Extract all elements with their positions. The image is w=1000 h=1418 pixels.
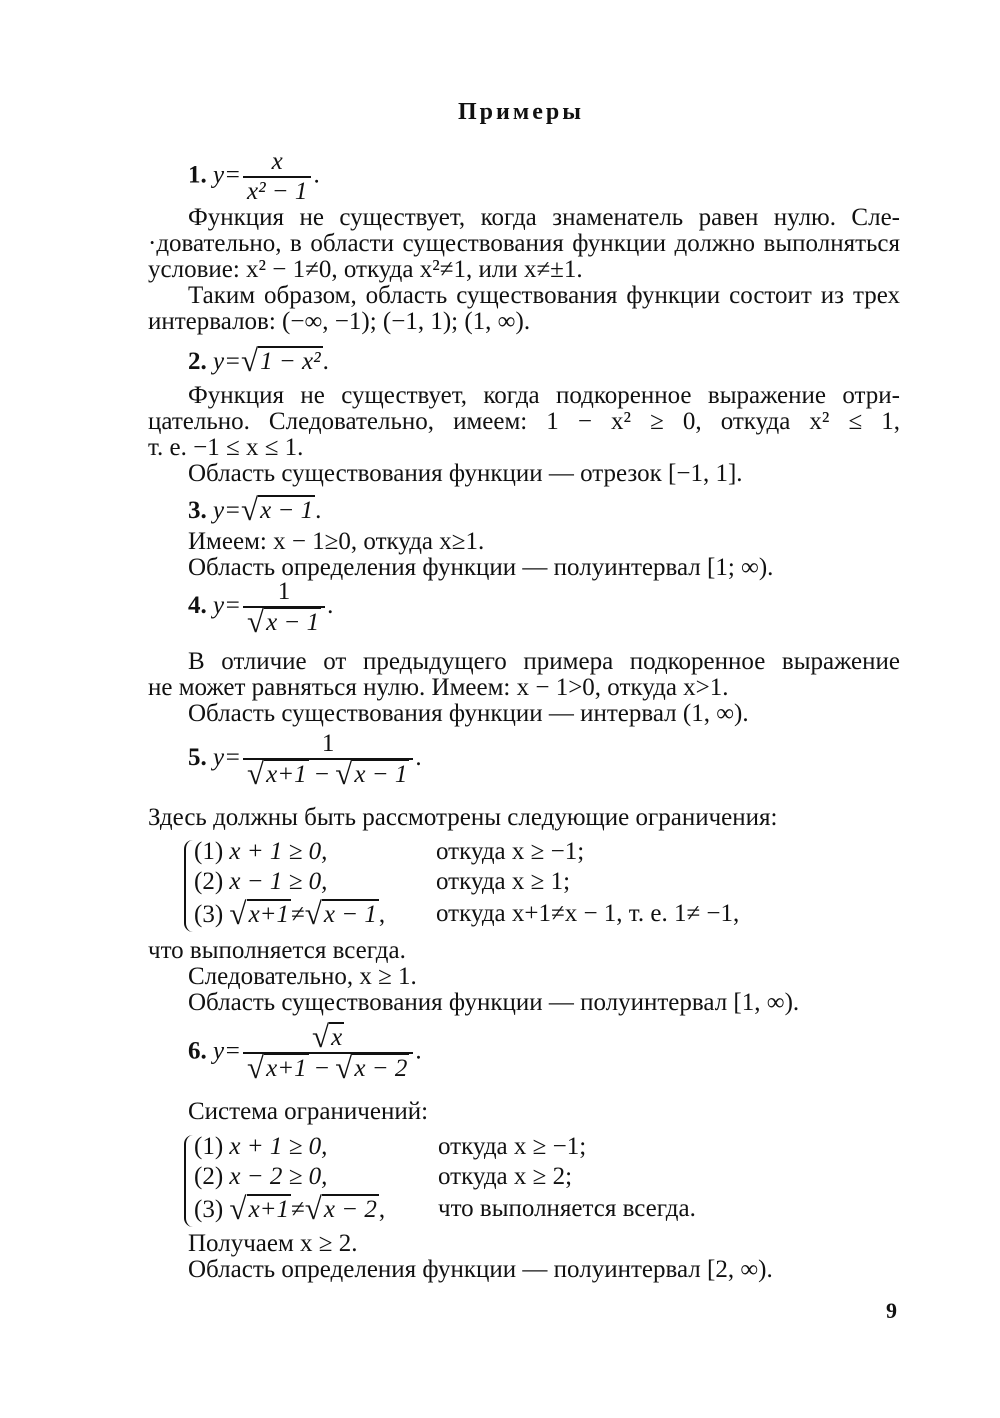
ex6-constraint-system bbox=[184, 1133, 884, 1229]
example-3-formula bbox=[188, 492, 321, 528]
square-root bbox=[304, 896, 379, 931]
ex1-text-line-1: Функция не существует, когда знаменатель равен нулю. Сле- bbox=[188, 204, 900, 231]
not-equal-sign: ≠ bbox=[291, 1196, 305, 1223]
example-1-formula: 1. y= $\frac{x}{\text{x² − 1}}$ . bbox=[188, 148, 320, 205]
radicand: x − 2 bbox=[323, 1196, 377, 1223]
comma: , bbox=[378, 901, 386, 928]
ex4-text-line-3: Область существования функции — интервал (1, ∞). bbox=[188, 700, 749, 727]
constraint-1 bbox=[194, 1133, 327, 1161]
constraint-3-result: откуда x+1≠x − 1, т. е. 1≠ −1, bbox=[436, 900, 740, 927]
constraint-label: (1) bbox=[194, 1133, 224, 1160]
example-number: 4. bbox=[188, 592, 207, 620]
page-number: 9 bbox=[886, 1298, 897, 1323]
constraint-label: (3) bbox=[194, 901, 224, 928]
radical-sign: √ bbox=[335, 756, 353, 791]
numerator: 1 bbox=[321, 730, 335, 757]
radicand: x+1 bbox=[266, 1055, 307, 1082]
formula-lhs: y= bbox=[213, 744, 241, 772]
example-number: 5. bbox=[188, 744, 207, 772]
radical-sign: √ bbox=[246, 756, 265, 791]
square-root bbox=[246, 756, 309, 791]
formula-lhs: y= bbox=[213, 161, 241, 189]
formula-lhs: y= bbox=[213, 348, 241, 375]
square-root bbox=[229, 896, 291, 931]
ex1-text-line-3: условие: x² − 1≠0, откуда x²≠1, или x≠±1. bbox=[148, 256, 583, 283]
example-6-formula bbox=[188, 1019, 422, 1085]
radical-sign: √ bbox=[246, 1050, 265, 1085]
denominator bbox=[243, 606, 325, 637]
constraint-2-result: откуда x ≥ 1; bbox=[436, 868, 571, 895]
ex3-text-line-1: Имеем: x − 1≥0, откуда x≥1. bbox=[188, 528, 485, 555]
ex5-conclusion: Область существования функции — полуинтервал [1, ∞). bbox=[188, 989, 800, 1016]
constraint-label: (2) bbox=[194, 868, 224, 895]
ex5-intro: Здесь должны быть рассмотрены следующие ограничения: bbox=[148, 804, 778, 831]
system-brace bbox=[184, 1135, 193, 1227]
ex6-intro: Система ограничений: bbox=[188, 1098, 429, 1125]
system-brace bbox=[184, 840, 193, 932]
constraint-3-result: что выполняется всегда. bbox=[438, 1195, 696, 1222]
radicand: x+1 bbox=[266, 761, 307, 788]
constraint-expr: x − 1 ≥ 0, bbox=[229, 868, 328, 895]
constraint-1-result: откуда x ≥ −1; bbox=[438, 1133, 587, 1160]
ex1-text-line-5: интервалов: (−∞, −1); (−1, 1); (1, ∞). bbox=[148, 308, 531, 335]
formula-tail: . bbox=[415, 1037, 422, 1065]
formula-lhs: y= bbox=[213, 1037, 241, 1065]
denominator bbox=[243, 1052, 413, 1083]
radical-sign: √ bbox=[240, 492, 259, 527]
radical-sign: √ bbox=[304, 896, 322, 931]
fraction bbox=[243, 730, 413, 789]
numerator: 1 bbox=[277, 578, 291, 605]
square-root bbox=[229, 1191, 291, 1226]
square-root bbox=[304, 1191, 379, 1226]
example-number: 6. bbox=[188, 1037, 207, 1065]
minus-sign: − bbox=[314, 1055, 329, 1082]
square-root bbox=[335, 1050, 409, 1085]
ex5-constraint-system bbox=[184, 838, 884, 934]
radical-sign: √ bbox=[229, 896, 247, 931]
radical-sign: √ bbox=[246, 604, 265, 639]
ex3-text-line-2: Область определения функции — полуинтервал [1; ∞). bbox=[188, 554, 774, 581]
example-5-formula bbox=[188, 730, 422, 789]
radical-sign: √ bbox=[312, 1019, 330, 1054]
numerator bbox=[243, 1019, 413, 1054]
square-root bbox=[335, 756, 409, 791]
ex1-text-line-4: Таким образом, область существования функции состоит из трех bbox=[188, 282, 900, 309]
ex5-after: что выполняется всегда. bbox=[148, 937, 406, 964]
square-root bbox=[246, 1050, 309, 1085]
radicand: x − 1 bbox=[260, 497, 314, 524]
radical-sign: √ bbox=[229, 1191, 247, 1226]
radicand: x bbox=[331, 1024, 343, 1051]
formula-tail: . bbox=[415, 744, 422, 772]
radicand: x+1 bbox=[248, 901, 290, 928]
minus-sign: − bbox=[314, 761, 329, 788]
constraint-2 bbox=[194, 868, 327, 896]
square-root bbox=[241, 343, 323, 379]
formula-tail: . bbox=[315, 497, 322, 524]
fraction bbox=[243, 148, 311, 206]
constraint-expr: x + 1 ≥ 0, bbox=[229, 838, 328, 865]
ex4-text-line-2: не может равняться нулю. Имеем: x − 1>0, откуда x>1. bbox=[148, 674, 729, 701]
ex2-text-line-3: т. е. −1 ≤ x ≤ 1. bbox=[148, 434, 304, 461]
ex5-then: Следовательно, x ≥ 1. bbox=[188, 963, 417, 990]
formula-tail: . bbox=[327, 592, 334, 620]
formula-tail: . bbox=[322, 348, 329, 375]
comma: , bbox=[378, 1196, 386, 1223]
not-equal-sign: ≠ bbox=[291, 901, 305, 928]
constraint-label: (3) bbox=[194, 1196, 224, 1223]
ex6-conclusion: Область определения функции — полуинтервал [2, ∞). bbox=[188, 1256, 773, 1283]
constraint-2 bbox=[194, 1163, 327, 1191]
constraint-1-result: откуда x ≥ −1; bbox=[436, 838, 585, 865]
ex2-text-line-1: Функция не существует, когда подкоренное выражение отри- bbox=[188, 382, 900, 409]
radicand: 1 − x² bbox=[260, 348, 321, 375]
square-root bbox=[241, 492, 315, 528]
constraint-2-result: откуда x ≥ 2; bbox=[438, 1163, 573, 1190]
square-root bbox=[246, 604, 321, 639]
constraint-3 bbox=[194, 1191, 386, 1226]
radical-sign: √ bbox=[304, 1191, 322, 1226]
fraction bbox=[243, 1019, 413, 1085]
radical-sign: √ bbox=[240, 343, 259, 378]
ex6-then: Получаем x ≥ 2. bbox=[188, 1230, 358, 1257]
radicand: x − 1 bbox=[266, 609, 320, 636]
constraint-1 bbox=[194, 838, 327, 866]
formula-lhs: y= bbox=[213, 592, 241, 620]
constraint-label: (1) bbox=[194, 838, 224, 865]
denominator: x² − 1 bbox=[243, 176, 311, 206]
numerator: x bbox=[271, 148, 283, 175]
radicand: x − 1 bbox=[323, 901, 377, 928]
ex1-text-line-2: ·довательно, в области существования функции должно выполняться bbox=[148, 230, 900, 257]
denominator bbox=[243, 758, 413, 789]
radicand: x − 1 bbox=[354, 761, 408, 788]
constraint-expr: x + 1 ≥ 0, bbox=[229, 1133, 328, 1160]
page-heading: Примеры bbox=[458, 99, 584, 125]
example-4-formula bbox=[188, 578, 333, 637]
example-number: 3. bbox=[188, 497, 207, 524]
constraint-expr: x − 2 ≥ 0, bbox=[229, 1163, 328, 1190]
example-number: 2. bbox=[188, 348, 207, 375]
example-number: 1. bbox=[188, 161, 207, 189]
constraint-label: (2) bbox=[194, 1163, 224, 1190]
ex4-text-line-1: В отличие от предыдущего примера подкоренное выражение bbox=[188, 648, 900, 675]
radical-sign: √ bbox=[335, 1050, 353, 1085]
square-root bbox=[312, 1019, 344, 1054]
fraction bbox=[243, 578, 325, 637]
formula-lhs: y= bbox=[213, 497, 241, 524]
constraint-3 bbox=[194, 896, 386, 931]
ex2-text-line-2: цательно. Следовательно, имеем: 1 − x² ≥ 0, откуда x² ≤ 1, bbox=[148, 408, 900, 435]
example-2-formula bbox=[188, 343, 329, 379]
radicand: x − 2 bbox=[354, 1055, 408, 1082]
ex2-text-line-4: Область существования функции — отрезок [−1, 1]. bbox=[188, 460, 743, 487]
radicand: x+1 bbox=[248, 1196, 290, 1223]
